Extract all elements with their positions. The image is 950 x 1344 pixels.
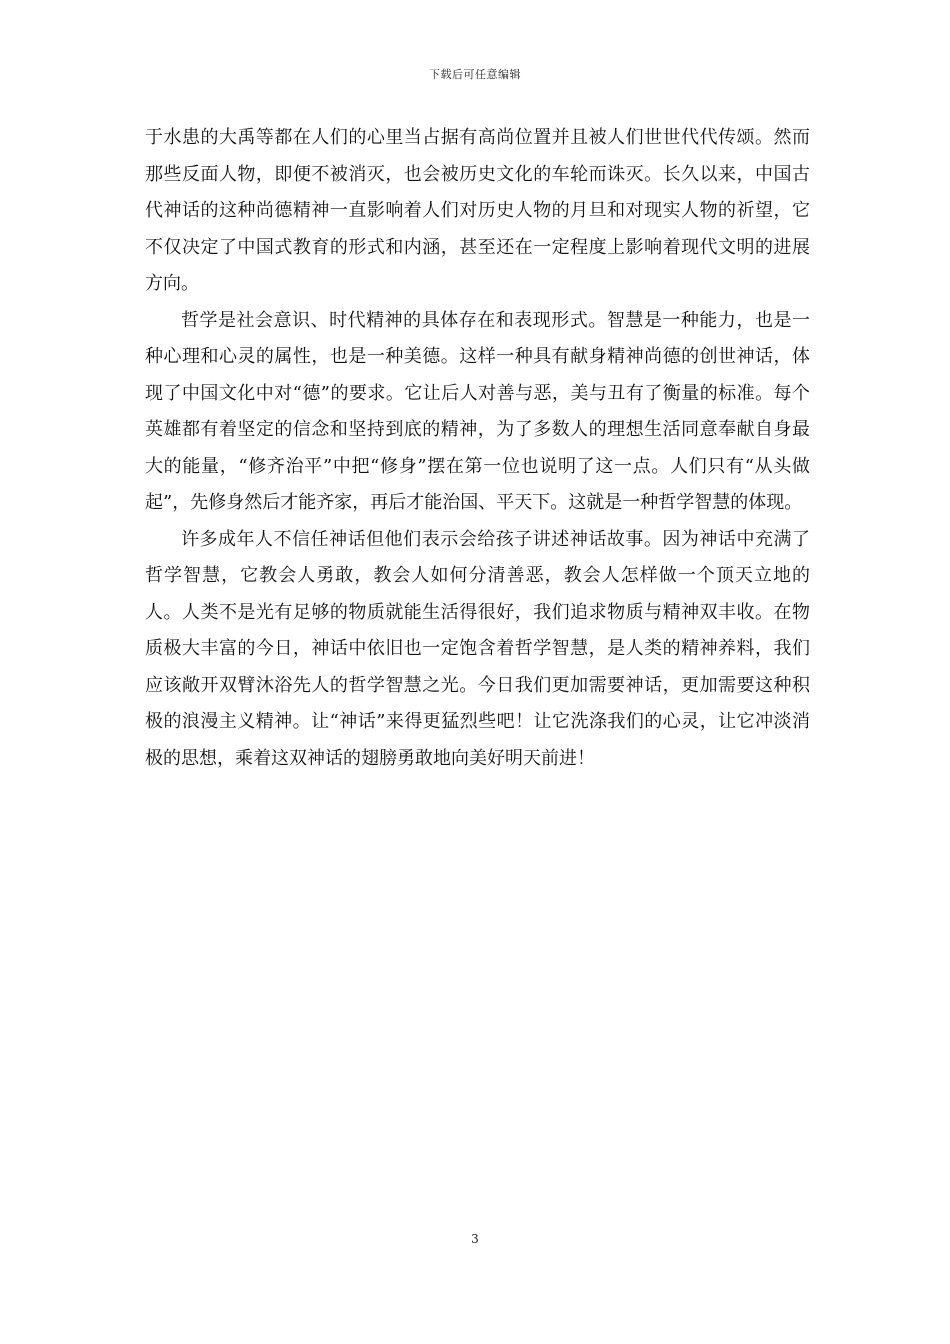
paragraph-1: 于水患的大禹等都在人们的心里当占据有高尚位置并且被人们世世代代传颂。然而那些反面人物，即便不被消灭，也会被历史文化的车轮而诛灭。长久以来，中国古代神话的这种尚德精神一直影响着人们对历史人物的月旦和对现实人物的祈望，它不仅决定了中国式教育的形式和内涵，甚至还在一定程度上影响着现代文明的进展方向。 bbox=[145, 127, 810, 294]
paragraph-3: 许多成年人不信任神话但他们表示会给孩子讲述神话故事。因为神话中充满了哲学智慧，它教会人勇敢，教会人如何分清善恶，教会人怎样做一个顶天立地的人。人类不是光有足够的物质就能生活得很好，我们追求物质与精神双丰收。在物质极大丰富的今日，神话中依旧也一定饱含着哲学智慧，是人类的精神养料，我们应该敞开双臂沐浴先人的哲学智慧之光。今日我们更加需要神话，更加需要这种积极的浪漫主义精神。让“神话”来得更猛烈些吧！让它洗涤我们的心灵，让它冲淡消极的思想，乘着这双神话的翅膀勇敢地向美好明天前进！ bbox=[145, 528, 810, 769]
page-header: 下载后可任意编辑 bbox=[429, 68, 521, 81]
paragraph-2: 哲学是社会意识、时代精神的具体存在和表现形式。智慧是一种能力，也是一种心理和心灵的属性，也是一种美德。这样一种具有献身精神尚德的创世神话，体现了中国文化中对“德”的要求。它让后人对善与恶，美与丑有了衡量的标准。每个英雄都有着坚定的信念和坚持到底的精神，为了多数人的理想生活同意奉献自身最大的能量，“修齐治平”中把“修身”摆在第一位也说明了这一点。人们只有“从头做起”，先修身然后才能齐家，再后才能治国、平天下。这就是一种哲学智慧的体现。 bbox=[145, 309, 810, 513]
page-number: 3 bbox=[471, 1232, 479, 1246]
body-text bbox=[145, 120, 810, 777]
